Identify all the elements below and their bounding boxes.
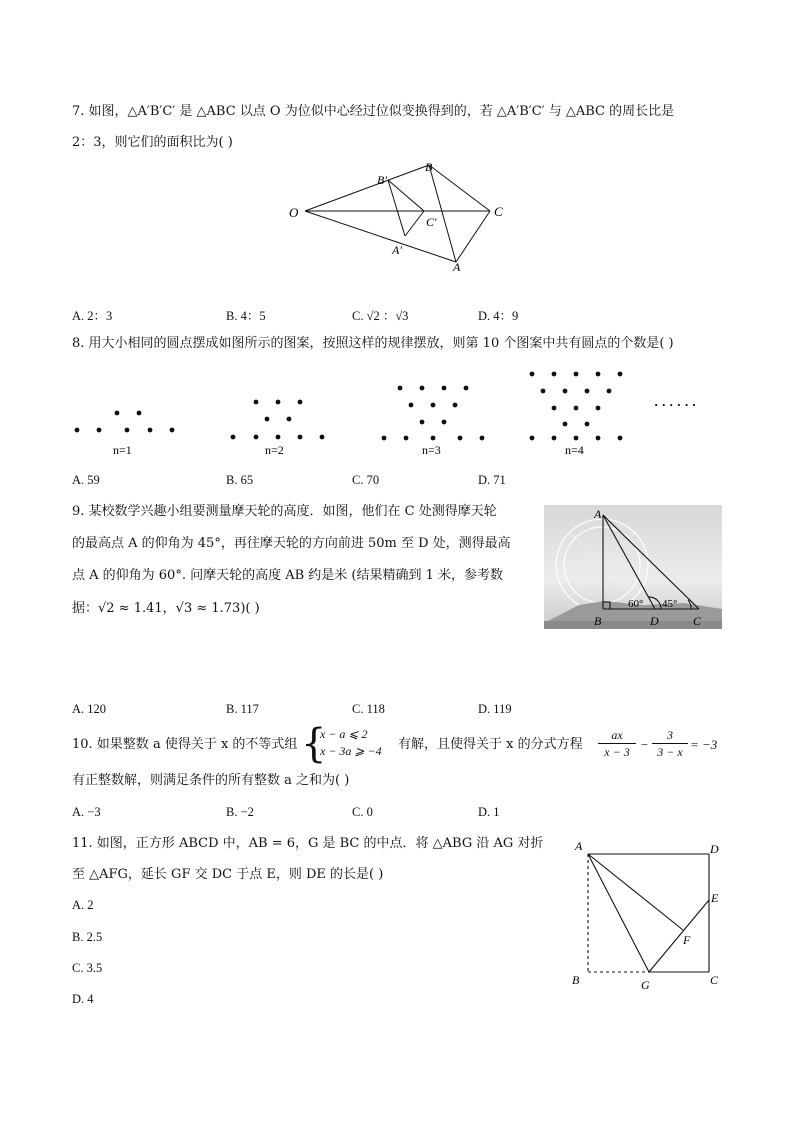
q7-line1: 7. 如图，△A′B′C′ 是 △ABC 以点 O 为位似中心经过位似变换得到的，若 △A′B′C′ 与 △ABC 的周长比是	[72, 104, 675, 119]
q11-option-a[interactable]: A. 2	[72, 898, 94, 912]
label-C: C	[693, 614, 702, 628]
label-C1: C′	[426, 215, 437, 229]
label-D: D	[710, 842, 719, 856]
q7-option-c[interactable]: C. √2 ：√3	[352, 309, 409, 323]
label-E: E	[711, 891, 719, 905]
q7-option-b[interactable]: B. 4：5	[226, 309, 266, 323]
q10-frac1-num: ax	[598, 728, 636, 744]
q10-prefix: 10. 如果整数 a 使得关于 x 的不等式组	[72, 737, 298, 752]
label-C: C	[710, 973, 719, 987]
label-A: A	[453, 260, 461, 274]
q10-ineq2: x − 3a ⩾ −4	[320, 744, 382, 758]
label-B: B	[594, 614, 602, 628]
q9-option-a[interactable]: A. 120	[72, 702, 107, 716]
q7-option-a[interactable]: A. 2：3	[72, 309, 113, 323]
q10-frac1-den: x − 3	[604, 745, 630, 759]
q8-option-b[interactable]: B. 65	[226, 473, 254, 487]
q9-option-c[interactable]: C. 118	[352, 702, 385, 716]
q10-frac2-num: 3	[652, 728, 688, 744]
q9-line1: 9. 某校数学兴趣小组要测量摩天轮的高度．如图，他们在 C 处测得摩天轮	[72, 504, 497, 519]
q8-option-c[interactable]: C. 70	[352, 473, 380, 487]
q10-option-a[interactable]: A. −3	[72, 805, 101, 819]
q11-option-d[interactable]: D. 4	[72, 992, 94, 1006]
label-n3: n=3	[422, 443, 441, 457]
q10-option-b[interactable]: B. −2	[226, 805, 254, 819]
q10-frac2-den: 3 − x	[657, 745, 683, 759]
label-G: G	[641, 978, 650, 992]
q9-option-b[interactable]: B. 117	[226, 702, 259, 716]
q11-square-figure	[566, 834, 736, 992]
q7-line2: 2：3，则它们的面积比为( )	[72, 135, 233, 150]
label-A: A	[575, 839, 583, 853]
label-B1: B′	[377, 173, 387, 187]
q8-option-d[interactable]: D. 71	[478, 473, 506, 487]
label-B: B	[425, 160, 433, 174]
q9-ferris-wheel-figure	[544, 505, 722, 629]
q11-option-b[interactable]: B. 2.5	[72, 930, 103, 944]
label-C: C	[494, 204, 503, 219]
label-O: O	[289, 205, 299, 220]
q10-rhs: = −3	[690, 737, 718, 752]
q8-line1: 8. 用大小相同的圆点摆成如图所示的图案，按照这样的规律摆放，则第 10 个图案中共有圆点的个数是( )	[72, 336, 674, 351]
angle-60: 60°	[628, 598, 644, 610]
q10-ineq1: x − a ⩽ 2	[320, 727, 368, 741]
q10-line2: 有正整数解，则满足条件的所有整数 a 之和为( )	[72, 773, 350, 788]
q11-line2: 至 △AFG，延长 GF 交 DC 于点 E，则 DE 的长是( )	[72, 867, 384, 882]
label-B: B	[572, 973, 580, 987]
q9-line2: 的最高点 A 的仰角为 45°，再往摩天轮的方向前进 50m 至 D 处，测得最高	[72, 536, 511, 551]
q9-line4: 据：√2 ≈ 1.41，√3 ≈ 1.73)( )	[72, 601, 260, 616]
q10-mid: 有解，且使得关于 x 的分式方程	[398, 737, 583, 752]
q11-line1: 11. 如图，正方形 ABCD 中，AB = 6，G 是 BC 的中点．将 △ABG 沿 AG 对折	[72, 836, 544, 851]
q11-option-c[interactable]: C. 3.5	[72, 961, 103, 975]
q10-option-c[interactable]: C. 0	[352, 805, 373, 819]
q9-line3: 点 A 的仰角为 60°. 问摩天轮的高度 AB 约是米 (结果精确到 1 米，参考数	[72, 568, 504, 583]
q7-option-d[interactable]: D. 4：9	[478, 309, 519, 323]
q9-option-d[interactable]: D. 119	[478, 702, 512, 716]
label-D: D	[650, 614, 659, 628]
q10-option-d[interactable]: D. 1	[478, 805, 500, 819]
label-n2: n=2	[265, 443, 284, 457]
label-n1: n=1	[113, 443, 132, 457]
label-F: F	[683, 933, 691, 947]
label-A1: A′	[392, 243, 402, 257]
label-A: A	[594, 507, 602, 521]
q10-minus: −	[640, 737, 649, 752]
angle-45: 45°	[662, 598, 678, 610]
q8-option-a[interactable]: A. 59	[72, 473, 100, 487]
q10-brace: {	[301, 721, 327, 767]
ellipsis: · · · · · ·	[654, 397, 697, 412]
q8-dot-patterns	[60, 362, 730, 462]
label-n4: n=4	[565, 443, 584, 457]
q7-figure	[280, 155, 520, 275]
